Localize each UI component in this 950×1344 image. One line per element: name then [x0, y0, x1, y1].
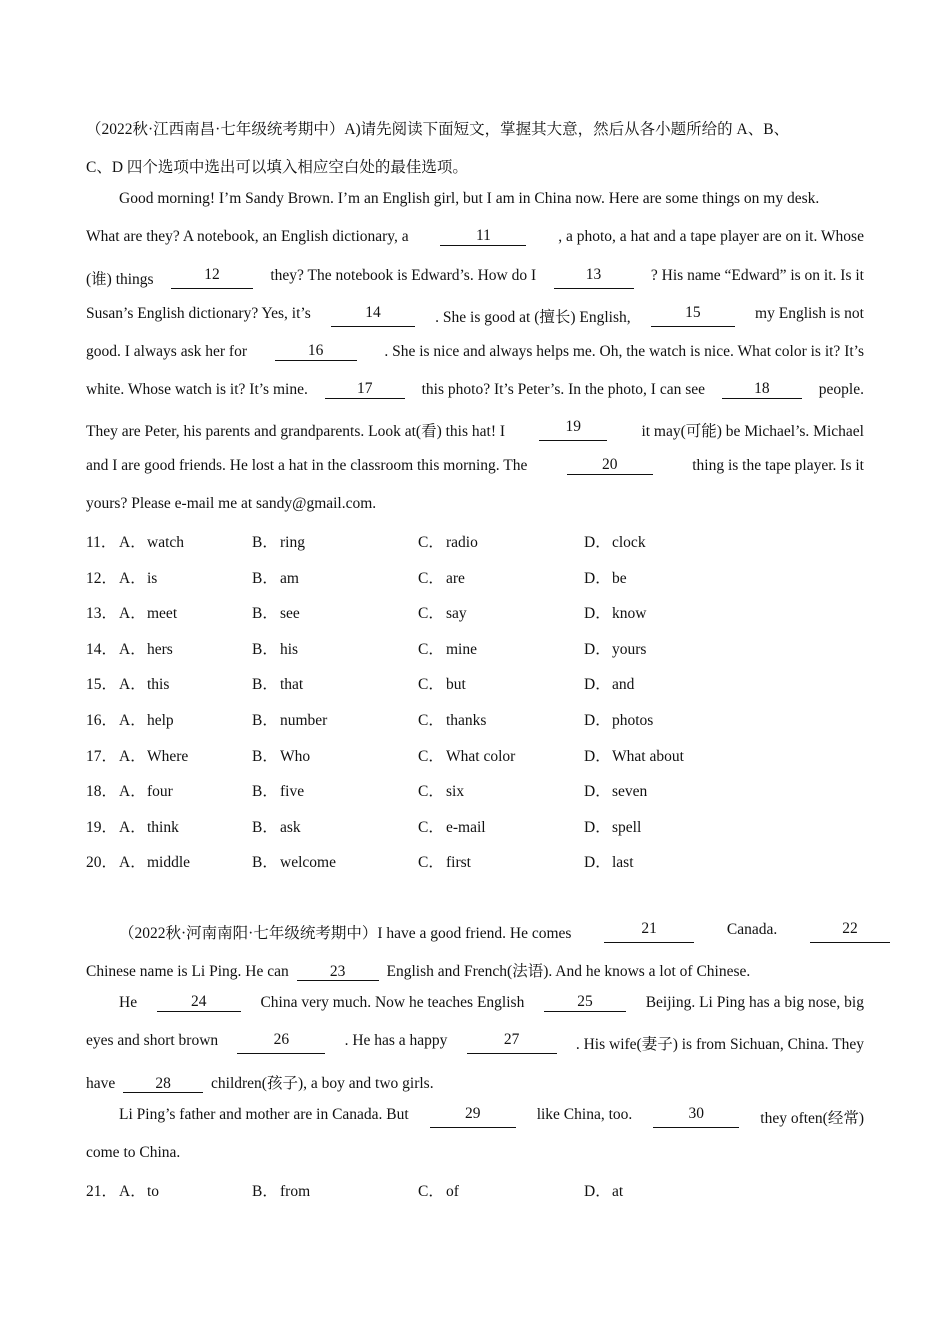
blank-22: 22: [810, 921, 890, 943]
option-label: B．: [252, 783, 278, 801]
question-number: 16．: [86, 712, 118, 729]
blank-19: 19: [539, 419, 607, 441]
option-d[interactable]: [584, 1179, 623, 1201]
option-d[interactable]: [584, 530, 646, 552]
question-number: 18．: [86, 783, 118, 801]
option-label: D．: [584, 676, 611, 694]
passage-line: white. Whose watch is it? It’s mine. 17 this photo? It’s Peter’s. In the photo, I can see 18 people.: [86, 380, 864, 398]
option-text: meet: [147, 605, 178, 623]
option-text: are: [446, 569, 465, 587]
blank-16: 16: [275, 343, 357, 361]
option-label: B．: [252, 640, 278, 658]
option-label: A．: [119, 783, 146, 801]
option-text: to: [147, 1183, 160, 1200]
option-text: radio: [446, 534, 478, 551]
option-label: A．: [119, 534, 146, 551]
option-text: is: [147, 569, 158, 587]
section1-instruction: A)请先阅读下面短文，掌握其大意，然后从各小题所给的 A、B、: [344, 121, 790, 138]
option-label: C．: [418, 712, 444, 729]
option-b[interactable]: [252, 530, 305, 552]
option-text: photos: [612, 712, 654, 729]
option-text: last: [612, 854, 634, 872]
option-c[interactable]: [418, 530, 478, 552]
option-label: A．: [119, 605, 146, 623]
option-label: B．: [252, 712, 278, 729]
option-a[interactable]: [119, 815, 179, 837]
option-text: e-mail: [446, 818, 486, 836]
blank-20: 20: [567, 457, 653, 475]
option-d[interactable]: [584, 672, 634, 694]
option-label: A．: [119, 640, 146, 658]
passage-line: They are Peter, his parents and grandparents. Look at(看) this hat! I 19 it may(可能) be Michael’s. Michael: [86, 418, 864, 440]
passage-line: Susan’s English dictionary? Yes, it’s 14 . She is good at (擅长) English, 15 my English is not: [86, 304, 864, 326]
option-b[interactable]: [252, 672, 303, 694]
option-d[interactable]: [584, 566, 627, 588]
passage-line: and I are good friends. He lost a hat in the classroom this morning. The 20 thing is the tape player. Is it: [86, 456, 864, 474]
option-label: D．: [584, 783, 611, 801]
option-label: C．: [418, 747, 444, 765]
question-number: 12．: [86, 569, 118, 587]
option-c[interactable]: [418, 744, 515, 766]
option-a[interactable]: [119, 672, 169, 694]
option-text: seven: [612, 783, 648, 801]
option-label: D．: [584, 534, 611, 551]
option-label: C．: [418, 640, 444, 658]
option-label: B．: [252, 747, 278, 765]
option-text: six: [446, 783, 465, 801]
option-c[interactable]: [418, 815, 486, 837]
section1-instruction-cont: C、D 四个选项中选出可以填入相应空白处的最佳选项。: [86, 159, 468, 176]
option-a[interactable]: [119, 1179, 159, 1201]
option-text: number: [280, 712, 328, 729]
question-number: 20．: [86, 854, 118, 872]
option-label: A．: [119, 1183, 146, 1200]
option-label: A．: [119, 747, 146, 765]
question-number: 14．: [86, 640, 118, 658]
option-label: D．: [584, 712, 611, 729]
blank-27: 27: [467, 1032, 557, 1054]
option-c[interactable]: [418, 637, 477, 659]
option-a[interactable]: [119, 601, 177, 623]
option-label: C．: [418, 605, 444, 623]
passage2-line: He 24 China very much. Now he teaches English 25 Beijing. Li Ping has a big nose, big: [119, 993, 864, 1011]
option-label: D．: [584, 818, 611, 836]
question-number: 15．: [86, 676, 118, 694]
option-text: hers: [147, 640, 173, 658]
option-label: B．: [252, 605, 278, 623]
option-c[interactable]: [418, 708, 486, 730]
option-d[interactable]: [584, 708, 653, 730]
option-c[interactable]: [418, 850, 471, 872]
blank-28: 28: [123, 1076, 203, 1093]
option-label: A．: [119, 676, 146, 694]
option-text: ring: [280, 534, 305, 551]
option-b[interactable]: [252, 744, 310, 766]
option-a[interactable]: [119, 566, 157, 588]
option-label: B．: [252, 818, 278, 836]
option-label: D．: [584, 747, 611, 765]
question-number: 11．: [86, 534, 117, 551]
passage2-line: have 28 children(孩子), a boy and two girls.: [86, 1075, 434, 1092]
option-b[interactable]: [252, 815, 301, 837]
option-label: C．: [418, 783, 444, 801]
question-number: 19．: [86, 818, 118, 836]
option-b[interactable]: [252, 850, 336, 872]
option-c[interactable]: [418, 672, 466, 694]
option-text: help: [147, 712, 174, 729]
option-d[interactable]: [584, 850, 634, 872]
option-text: five: [280, 783, 305, 801]
passage2-line: come to China.: [86, 1144, 181, 1161]
option-d[interactable]: [584, 779, 647, 801]
option-label: B．: [252, 534, 278, 551]
option-d[interactable]: [584, 744, 684, 766]
option-text: welcome: [280, 854, 336, 872]
option-text: say: [446, 605, 467, 623]
blank-17: 17: [325, 381, 405, 399]
option-c[interactable]: [418, 601, 467, 623]
blank-25: 25: [544, 994, 626, 1012]
option-a[interactable]: [119, 850, 190, 872]
option-c[interactable]: [418, 566, 465, 588]
option-text: be: [612, 569, 627, 587]
option-label: A．: [119, 569, 146, 587]
option-a[interactable]: [119, 744, 188, 766]
option-text: but: [446, 676, 466, 694]
option-label: B．: [252, 854, 278, 872]
blank-30: 30: [653, 1106, 739, 1128]
option-text: spell: [612, 818, 642, 836]
question-number: 17．: [86, 747, 118, 765]
section1-source: （2022秋·江西南昌·七年级统考期中）: [86, 121, 345, 138]
option-text: this: [147, 676, 170, 694]
blank-23: 23: [297, 964, 379, 981]
question-number: 13．: [86, 605, 118, 623]
option-label: C．: [418, 818, 444, 836]
passage2-line: （2022秋·河南南阳·七年级统考期中）I have a good friend. He comes 21 Canada. 22: [119, 921, 890, 943]
option-b[interactable]: [252, 708, 327, 730]
passage-line: Good morning! I’m Sandy Brown. I’m an English girl, but I am in China now. Here are some things on my desk.: [119, 190, 820, 207]
option-text: ask: [280, 818, 301, 836]
option-text: middle: [147, 854, 191, 872]
option-text: yours: [612, 640, 647, 658]
option-label: D．: [584, 640, 611, 658]
option-label: B．: [252, 676, 278, 694]
option-c[interactable]: [418, 1179, 459, 1201]
question-number: 21．: [86, 1183, 118, 1200]
option-b[interactable]: [252, 566, 299, 588]
blank-15: 15: [651, 305, 735, 327]
passage-line: yours? Please e-mail me at sandy@gmail.com.: [86, 495, 377, 512]
option-text: from: [280, 1183, 311, 1200]
option-b[interactable]: [252, 779, 304, 801]
option-text: and: [612, 676, 635, 694]
passage2-line: Li Ping’s father and mother are in Canada. But 29 like China, too. 30 they often(经常): [119, 1105, 864, 1127]
option-a[interactable]: [119, 708, 174, 730]
option-label: A．: [119, 854, 146, 872]
option-label: C．: [418, 1183, 444, 1200]
option-text: see: [280, 605, 300, 623]
option-b[interactable]: [252, 601, 300, 623]
option-text: clock: [612, 534, 646, 551]
option-label: C．: [418, 569, 444, 587]
section1-header: [86, 117, 789, 139]
option-label: D．: [584, 605, 611, 623]
option-b[interactable]: [252, 1179, 310, 1201]
option-text: Where: [147, 747, 189, 765]
option-d[interactable]: [584, 637, 646, 659]
option-label: B．: [252, 569, 278, 587]
blank-12: 12: [171, 267, 253, 289]
option-text: of: [446, 1183, 459, 1200]
option-text: Who: [280, 747, 311, 765]
option-label: D．: [584, 569, 611, 587]
option-text: watch: [147, 534, 185, 551]
option-d[interactable]: [584, 815, 641, 837]
option-d[interactable]: [584, 601, 646, 623]
option-a[interactable]: [119, 779, 173, 801]
option-c[interactable]: [418, 779, 464, 801]
option-label: C．: [418, 676, 444, 694]
passage-line: good. I always ask her for 16 . She is nice and always helps me. Oh, the watch is nice. What color is it? It’s: [86, 342, 864, 360]
option-label: A．: [119, 818, 146, 836]
option-text: What about: [612, 747, 684, 765]
option-text: know: [612, 605, 647, 623]
option-text: thanks: [446, 712, 487, 729]
passage2-line: eyes and short brown 26 . He has a happy 27 . His wife(妻子) is from Sichuan, China. They: [86, 1031, 864, 1053]
option-text: mine: [446, 640, 477, 658]
passage-line: (谁) things 12 they? The notebook is Edward’s. How do I 13 ? His name “Edward” is on it. Is it: [86, 266, 864, 288]
blank-24: 24: [157, 994, 241, 1012]
blank-13: 13: [554, 267, 634, 289]
blank-11: 11: [440, 228, 526, 246]
option-label: D．: [584, 1183, 611, 1200]
option-text: first: [446, 854, 471, 872]
option-label: B．: [252, 1183, 278, 1200]
option-a[interactable]: [119, 637, 173, 659]
passage-line: What are they? A notebook, an English dictionary, a 11 , a photo, a hat and a tape player are on it. Whose: [86, 227, 864, 245]
option-text: at: [612, 1183, 624, 1200]
blank-29: 29: [430, 1106, 516, 1128]
option-b[interactable]: [252, 637, 298, 659]
blank-18: 18: [722, 381, 802, 399]
option-text: four: [147, 783, 173, 801]
blank-21: 21: [604, 921, 694, 943]
blank-26: 26: [237, 1032, 325, 1054]
option-text: What color: [446, 747, 516, 765]
option-label: D．: [584, 854, 611, 872]
passage2-line: Chinese name is Li Ping. He can 23 English and French(法语). And he knows a lot of Chinese.: [86, 963, 751, 980]
option-label: A．: [119, 712, 146, 729]
blank-14: 14: [331, 305, 415, 327]
option-label: C．: [418, 534, 444, 551]
option-label: C．: [418, 854, 444, 872]
option-text: his: [280, 640, 299, 658]
option-text: am: [280, 569, 299, 587]
section2-source: （2022秋·河南南阳·七年级统考期中）I have a good friend. He comes: [119, 925, 572, 942]
option-a[interactable]: [119, 530, 184, 552]
option-text: think: [147, 818, 179, 836]
option-text: that: [280, 676, 304, 694]
